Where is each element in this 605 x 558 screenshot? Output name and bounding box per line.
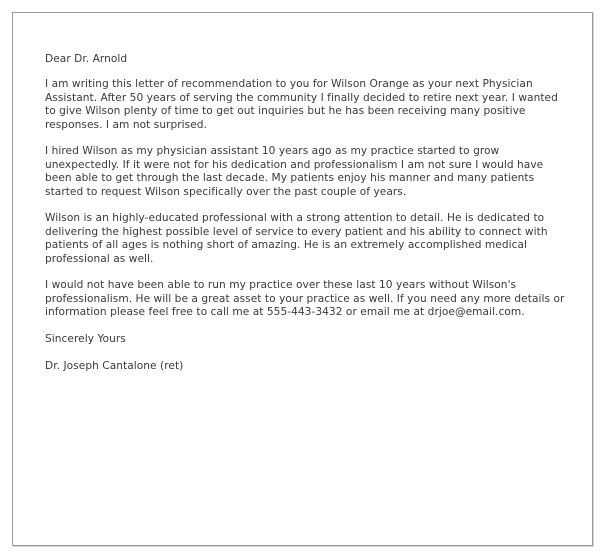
letter-page bbox=[12, 12, 593, 546]
closing: Sincerely Yours bbox=[45, 333, 126, 346]
paragraph-history: I hired Wilson as my physician assistant 10 years ago as my practice started to grow unexpectedly. If it were not for his dedication and professionalism I am not sure I would have been able to get through the last decade. My patients enjoy his manner and many patients started to request Wilson specifically over the past couple of years. bbox=[45, 145, 544, 198]
paragraph-intro: I am writing this letter of recommendation to you for Wilson Orange as your next Physician Assistant. After 50 years of serving the community I finally decided to retire next year. I wanted to give Wilson plenty of time to get out inquiries but he has been receiving many positive responses. I am not surprised. bbox=[45, 78, 558, 131]
paragraph-contact: I would not have been able to run my practice over these last 10 years without Wilson's professionalism. He will be a great asset to your practice as well. If you need any more details or information please feel free to call me at 555-443-3432 or email me at drjoe@email.com. bbox=[45, 279, 565, 319]
paragraph-qualities: Wilson is an highly-educated professional with a strong attention to detail. He is dedicated to delivering the highest possible level of service to every patient and his ability to connect with patients of all ages is nothing short of amazing. He is an extremely accomplished medical professional as well. bbox=[45, 212, 548, 265]
salutation: Dear Dr. Arnold bbox=[45, 53, 128, 65]
letter-body bbox=[45, 53, 567, 387]
signature: Dr. Joseph Cantalone (ret) bbox=[45, 359, 184, 372]
